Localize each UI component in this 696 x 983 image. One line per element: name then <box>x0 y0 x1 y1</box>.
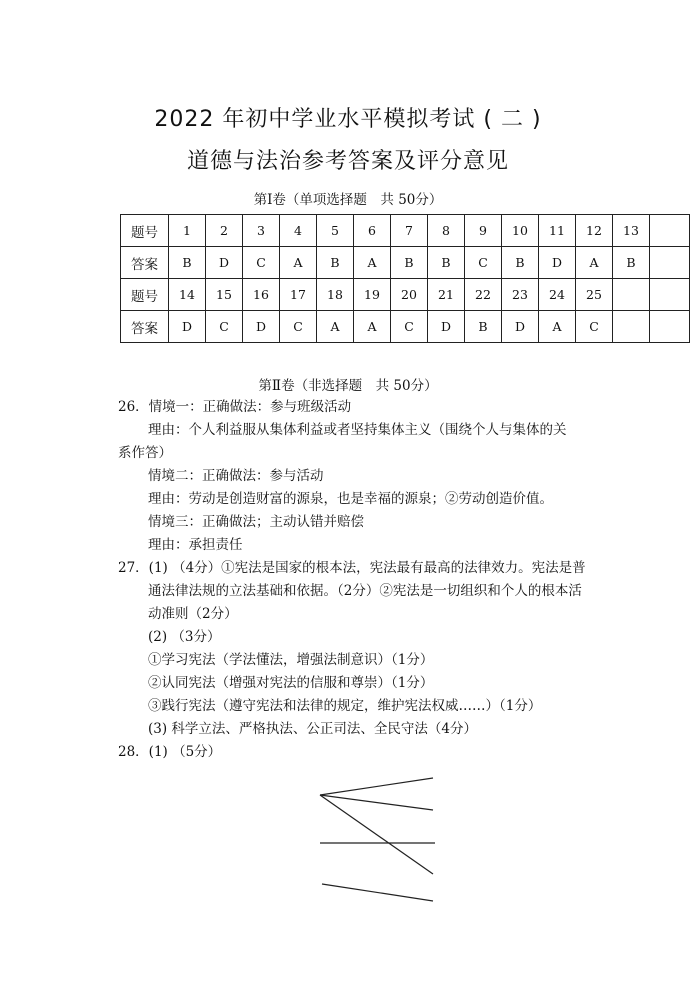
table-cell: D <box>539 247 576 279</box>
table-cell: A <box>354 311 391 343</box>
exam-subtitle: 道德与法治参考答案及评分意见 <box>186 149 509 174</box>
table-cell: 21 <box>428 279 465 311</box>
q27-line-8: (3) 科学立法、严格执法、公正司法、全民守法（4分） <box>148 721 478 737</box>
table-cell: 22 <box>465 279 502 311</box>
table-cell: C <box>576 311 613 343</box>
table-cell: D <box>169 311 206 343</box>
table-cell: A <box>539 311 576 343</box>
q26-line-1: 26．情境一：正确做法：参与班级活动 <box>118 399 352 415</box>
answer-text-block <box>0 396 696 764</box>
table-cell: B <box>613 247 650 279</box>
q26-line-5: 理由：劳动是创造财富的源泉，也是幸福的源泉；②劳动创造价值。 <box>148 491 553 507</box>
table-cell <box>613 279 650 311</box>
table-cell: 24 <box>539 279 576 311</box>
table-cell: C <box>280 311 317 343</box>
q27-line-3: 动准则（2分） <box>148 606 238 622</box>
table-cell: 25 <box>576 279 613 311</box>
table-cell: 23 <box>502 279 539 311</box>
table-cell: 16 <box>243 279 280 311</box>
q27-line-6: ②认同宪法（增强对宪法的信服和尊崇）（1分） <box>148 675 434 691</box>
table-cell: A <box>280 247 317 279</box>
match-line-1 <box>320 778 433 795</box>
table-cell: D <box>243 311 280 343</box>
table-cell: B <box>169 247 206 279</box>
table-cell: A <box>576 247 613 279</box>
table-cell: 5 <box>317 215 354 247</box>
answer-table <box>120 214 690 343</box>
row-header-cell: 题号 <box>121 215 169 247</box>
q26-line-7: 理由：承担责任 <box>148 537 243 553</box>
row-header-cell: 答案 <box>121 311 169 343</box>
table-cell: 2 <box>206 215 243 247</box>
table-cell: C <box>206 311 243 343</box>
table-cell: 14 <box>169 279 206 311</box>
section-1-heading: 第Ⅰ卷（单项选择题 共 50分） <box>253 192 443 208</box>
table-cell: B <box>465 311 502 343</box>
table-cell: 1 <box>169 215 206 247</box>
table-cell: B <box>391 247 428 279</box>
table-cell: A <box>317 311 354 343</box>
table-cell: B <box>428 247 465 279</box>
q26-line-2: 理由：个人利益服从集体利益或者坚持集体主义（围绕个人与集体的关 <box>148 422 567 438</box>
match-line-5 <box>322 884 433 901</box>
table-cell: D <box>502 311 539 343</box>
exam-title: 2022 年初中学业水平模拟考试 ( 二 ) <box>154 107 542 132</box>
table-cell: 12 <box>576 215 613 247</box>
table-cell: C <box>465 247 502 279</box>
q26-line-6: 情境三：正确做法；主动认错并赔偿 <box>148 514 364 530</box>
table-row <box>121 311 690 343</box>
table-cell: A <box>354 247 391 279</box>
table-cell: 17 <box>280 279 317 311</box>
q27-line-1: 27．(1) （4分）①宪法是国家的根本法，宪法最有最高的法律效力。宪法是普 <box>118 560 586 576</box>
table-cell: 6 <box>354 215 391 247</box>
table-cell: 9 <box>465 215 502 247</box>
row-header-cell: 答案 <box>121 247 169 279</box>
table-cell: B <box>317 247 354 279</box>
table-row <box>121 279 690 311</box>
matching-lines-diagram <box>300 770 450 910</box>
table-cell: D <box>206 247 243 279</box>
table-cell: 19 <box>354 279 391 311</box>
section-2-heading: 第Ⅱ卷（非选择题 共 50分） <box>258 378 438 394</box>
q26-line-4: 情境二：正确做法：参与活动 <box>148 468 324 484</box>
table-cell <box>650 279 690 311</box>
table-row <box>121 247 690 279</box>
table-cell: 11 <box>539 215 576 247</box>
match-line-2 <box>320 795 433 810</box>
row-header-cell: 题号 <box>121 279 169 311</box>
q26-line-3: 系作答） <box>118 445 172 461</box>
q27-line-4: (2) （3分） <box>148 629 221 645</box>
table-cell: C <box>243 247 280 279</box>
q27-line-7: ③践行宪法（遵守宪法和法律的规定，维护宪法权威……）（1分） <box>148 698 542 714</box>
q27-line-2: 通法律法规的立法基础和依据。（2分）②宪法是一切组织和个人的根本活 <box>148 583 582 599</box>
table-cell <box>650 311 690 343</box>
table-cell: 7 <box>391 215 428 247</box>
table-cell: 13 <box>613 215 650 247</box>
table-cell: 10 <box>502 215 539 247</box>
table-cell <box>650 247 690 279</box>
table-cell <box>650 215 690 247</box>
table-cell: 8 <box>428 215 465 247</box>
table-cell: 3 <box>243 215 280 247</box>
table-cell: 20 <box>391 279 428 311</box>
table-cell: 18 <box>317 279 354 311</box>
table-cell: B <box>502 247 539 279</box>
table-cell: D <box>428 311 465 343</box>
match-line-3 <box>320 795 433 874</box>
table-cell: 4 <box>280 215 317 247</box>
table-cell: 15 <box>206 279 243 311</box>
table-cell: C <box>391 311 428 343</box>
table-row <box>121 215 690 247</box>
q28-line-1: 28．(1) （5分） <box>118 744 222 760</box>
q27-line-5: ①学习宪法（学法懂法，增强法制意识）（1分） <box>148 652 434 668</box>
table-cell <box>613 311 650 343</box>
